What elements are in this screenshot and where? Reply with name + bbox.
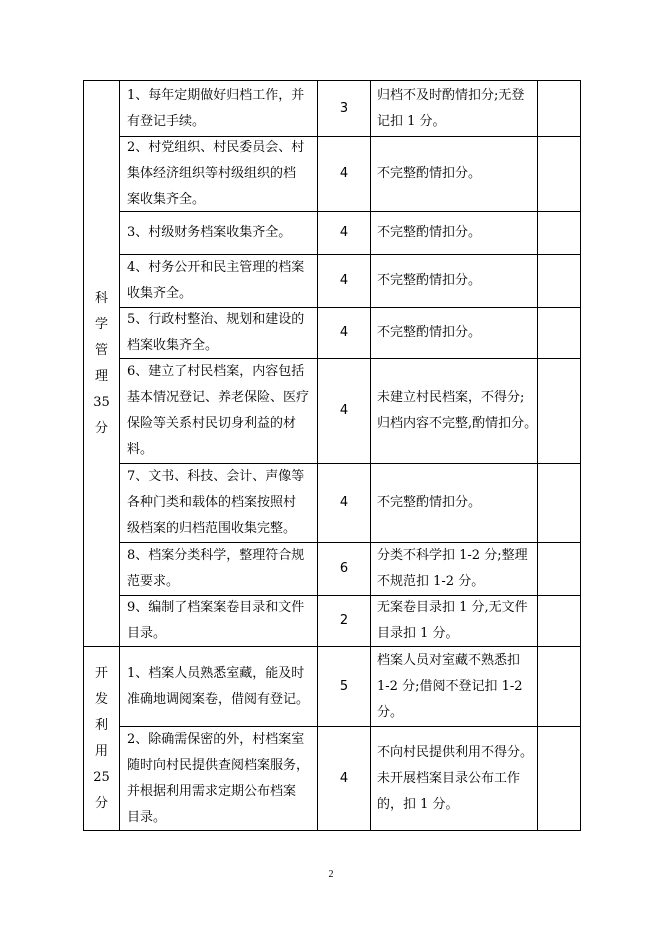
score-cell — [318, 308, 371, 359]
score-value: 5 — [339, 678, 349, 694]
blank-cell — [538, 359, 581, 464]
content-line: 目录。 — [127, 626, 167, 641]
score-value: 4 — [339, 495, 349, 510]
blank-cell — [538, 308, 581, 359]
content-line: 集体经济组织等村级组织的档 — [127, 166, 297, 181]
deduction-line: 不完整酌情扣分。 — [377, 273, 482, 288]
deduction-line: 归档不及时酌情扣分;无登 — [377, 87, 525, 103]
deduction-line: 不向村民提供利用不得分。 — [377, 744, 534, 760]
score-value: 4 — [339, 225, 349, 240]
blank-cell — [538, 212, 581, 255]
page-number: 2 — [328, 869, 334, 880]
content-line: 3、村级财务档案收集齐全。 — [127, 225, 292, 240]
item-content-cell — [120, 359, 318, 464]
item-content-cell — [120, 212, 318, 255]
item-content-cell — [120, 81, 318, 137]
score-cell — [318, 81, 371, 137]
category-char: 管 — [94, 342, 108, 358]
category-char: 理 — [94, 368, 108, 384]
content-line: 有登记手续。 — [127, 113, 206, 129]
deduction-cell — [371, 596, 538, 647]
score-value: 3 — [339, 100, 349, 116]
deduction-line: 记扣 1 分。 — [377, 113, 446, 129]
score-cell — [318, 255, 371, 308]
blank-cell — [538, 137, 581, 212]
deduction-cell — [371, 464, 538, 543]
deduction-cell — [371, 255, 538, 308]
score-cell — [318, 647, 371, 727]
item-content-cell — [120, 464, 318, 543]
deduction-line: 分类不科学扣 1-2 分;整理 — [377, 548, 528, 563]
deduction-cell — [371, 81, 538, 137]
item-content-cell — [120, 255, 318, 308]
deduction-cell — [371, 308, 538, 359]
content-line: 档案收集齐全。 — [127, 338, 219, 353]
category-char: 利 — [94, 717, 108, 733]
category-char: 开 — [94, 665, 108, 681]
score-value: 4 — [339, 166, 349, 181]
category-char: 学 — [94, 316, 108, 332]
score-value: 4 — [339, 770, 349, 786]
content-line: 6、建立了村民档案，内容包括 — [127, 364, 305, 379]
content-line: 收集齐全。 — [127, 286, 193, 301]
score-cell — [318, 212, 371, 255]
deduction-line: 未开展档案目录公布工作 — [377, 770, 521, 786]
category-points: 25 — [93, 769, 110, 785]
content-line: 2、村党组织、村民委员会、村 — [127, 140, 305, 155]
content-line: 范要求。 — [127, 574, 180, 589]
deduction-line: 档案人员对室藏不熟悉扣 — [377, 652, 521, 668]
content-line: 4、村务公开和民主管理的档案 — [127, 260, 305, 275]
deduction-cell — [371, 647, 538, 727]
deduction-line: 不完整酌情扣分。 — [377, 325, 482, 340]
content-line: 并根据利用需求定期公布档案 — [127, 783, 297, 799]
deduction-cell — [371, 212, 538, 255]
item-content-cell — [120, 308, 318, 359]
content-line: 保险等关系村民切身利益的材 — [127, 416, 297, 431]
deduction-cell — [371, 359, 538, 464]
category-char: 分 — [94, 420, 108, 436]
item-content-cell — [120, 727, 318, 831]
content-line: 8、档案分类科学，整理符合规 — [127, 548, 305, 563]
deduction-line: 分。 — [377, 704, 404, 720]
content-line: 5、行政村整治、规划和建设的 — [127, 312, 305, 327]
item-content-cell — [120, 137, 318, 212]
score-cell — [318, 137, 371, 212]
content-line: 基本情况登记、养老保险、医疗 — [127, 390, 310, 405]
content-line: 目录。 — [127, 809, 167, 825]
score-value: 4 — [339, 325, 349, 340]
blank-cell — [538, 464, 581, 543]
score-cell — [318, 727, 371, 831]
deduction-line: 的，扣 1 分。 — [377, 796, 459, 812]
content-line: 随时向村民提供查阅档案服务， — [127, 757, 310, 773]
score-cell — [318, 596, 371, 647]
blank-cell — [538, 81, 581, 137]
deduction-line: 不规范扣 1-2 分。 — [377, 574, 485, 589]
deduction-line: 未建立村民档案，不得分; — [377, 390, 525, 405]
deduction-line: 1-2 分;借阅不登记扣 1-2 — [377, 678, 523, 694]
deduction-line: 不完整酌情扣分。 — [377, 166, 482, 181]
deduction-cell — [371, 727, 538, 831]
deduction-line: 无案卷目录扣 1 分,无文件 — [377, 600, 528, 615]
deduction-line: 不完整酌情扣分。 — [377, 225, 482, 240]
blank-cell — [538, 647, 581, 727]
category-cell-science-management — [84, 81, 120, 647]
content-line: 料。 — [127, 442, 154, 457]
scoring-table — [83, 80, 581, 831]
score-value: 2 — [339, 613, 349, 628]
score-cell — [318, 359, 371, 464]
deduction-line: 目录扣 1 分。 — [377, 626, 459, 641]
blank-cell — [538, 727, 581, 831]
category-char: 发 — [94, 691, 108, 707]
item-content-cell — [120, 543, 318, 596]
category-char: 用 — [94, 743, 108, 759]
deduction-cell — [371, 137, 538, 212]
content-line: 1、每年定期做好归档工作，并 — [127, 87, 305, 103]
score-value: 4 — [339, 403, 349, 418]
score-cell — [318, 543, 371, 596]
blank-cell — [538, 596, 581, 647]
category-cell-development-utilization — [84, 647, 120, 831]
deduction-line: 归档内容不完整,酌情扣分。 — [377, 416, 538, 431]
item-content-cell — [120, 647, 318, 727]
blank-cell — [538, 255, 581, 308]
content-line: 案收集齐全。 — [127, 192, 206, 207]
content-line: 级档案的归档范围收集完整。 — [127, 521, 297, 536]
category-char: 分 — [94, 795, 108, 811]
category-char: 科 — [94, 290, 108, 306]
deduction-cell — [371, 543, 538, 596]
content-line: 7、文书、科技、会计、声像等 — [127, 469, 305, 484]
content-line: 9、编制了档案案卷目录和文件 — [127, 600, 305, 615]
score-value: 4 — [339, 273, 349, 288]
item-content-cell — [120, 596, 318, 647]
content-line: 准确地调阅案卷，借阅有登记。 — [127, 691, 310, 707]
content-line: 各种门类和载体的档案按照村 — [127, 495, 297, 510]
blank-cell — [538, 543, 581, 596]
deduction-line: 不完整酌情扣分。 — [377, 495, 482, 510]
score-cell — [318, 464, 371, 543]
score-value: 6 — [339, 561, 349, 576]
content-line: 2、除确需保密的外，村档案室 — [127, 731, 305, 747]
content-line: 1、档案人员熟悉室藏，能及时 — [127, 665, 305, 681]
category-points: 35 — [93, 394, 110, 410]
